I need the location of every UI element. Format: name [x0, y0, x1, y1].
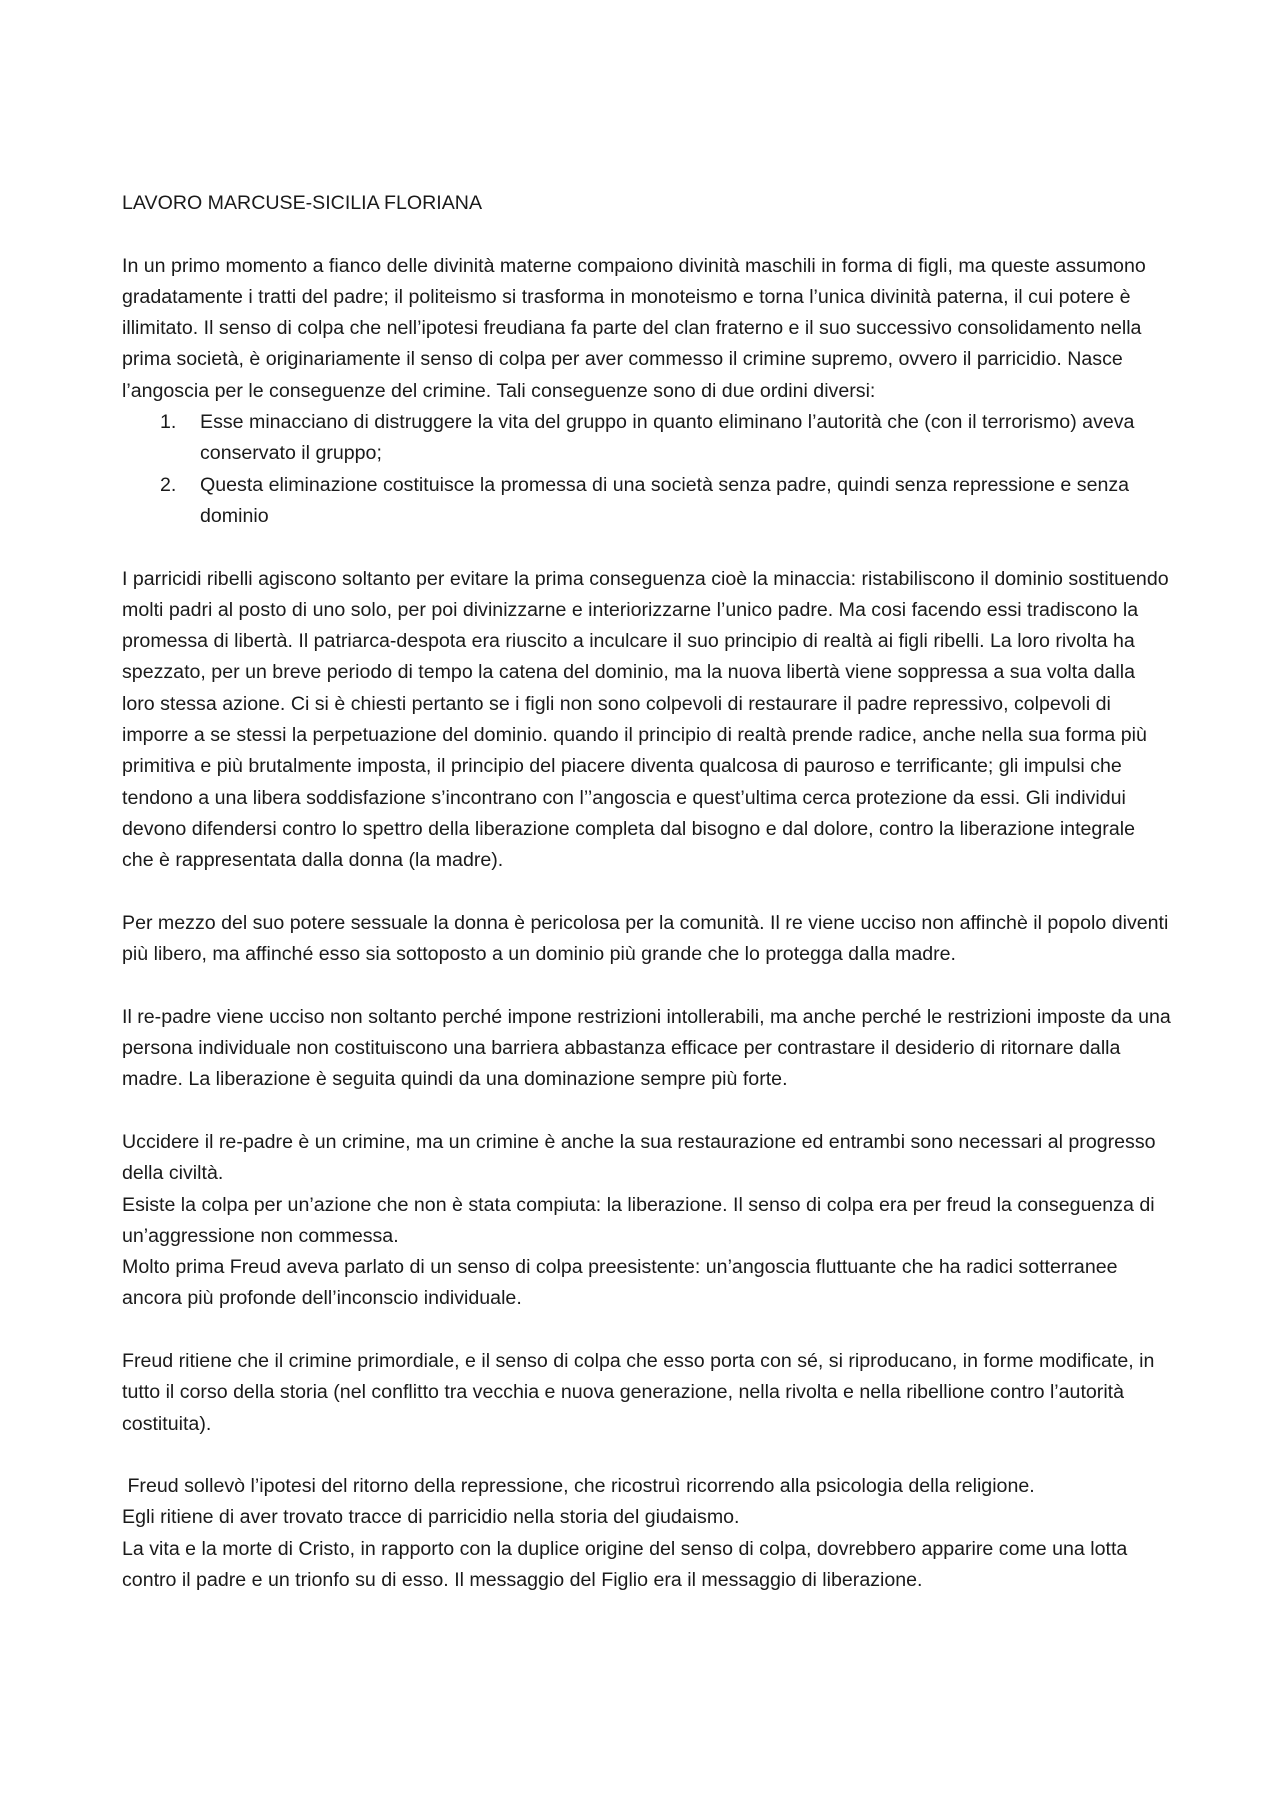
list-item	[122, 407, 1172, 470]
document-body	[122, 188, 1172, 1596]
paragraph-3: Il re-padre viene ucciso non soltanto perché impone restrizioni intollerabili, ma anche perché le restrizioni imposte da una persona individuale non costituiscono una barriera abbastanza efficace per contrastare il desiderio di ritornare dalla madre. La liberazione è seguita quindi da una dominazione sempre più forte.	[122, 1005, 1171, 1091]
paragraph-4b: Esiste la colpa per un’azione che non è stata compiuta: la liberazione. Il senso di colpa era per freud la conseguenza di un’aggressione non commessa.	[122, 1193, 1155, 1247]
paragraph-2: Per mezzo del suo potere sessuale la donna è pericolosa per la comunità. Il re viene ucciso non affinchè il popolo diventi più libero, ma affinché esso sia sottoposto a un dominio più grande che lo protegga dalla madre.	[122, 911, 1169, 966]
numbered-list	[122, 407, 1172, 532]
paragraph-6c: La vita e la morte di Cristo, in rapporto con la duplice origine del senso di colpa, dovrebbero apparire come una lotta contro il padre e un trionfo su di esso. Il messaggio del Figlio era il messaggio di liberazione.	[122, 1537, 1128, 1592]
list-number: 2.	[160, 473, 177, 496]
paragraph-intro: In un primo momento a fianco delle divinità materne compaiono divinità maschili in forma di figli, ma queste assumono gradatamente i tratti del padre; il politeismo si trasforma in monoteismo e torna l’unica divinità paterna, il cui potere è illimitato. Il senso di colpa che nell’ipotesi freudiana fa parte del clan fraterno e il suo successivo consolidamento nella prima società, è originariamente il senso di colpa per aver commesso il crimine supremo, ovvero il parricidio. Nasce l’angoscia per le conseguenze del crimine. Tali conseguenze sono di due ordini diversi:	[122, 254, 1146, 402]
list-item-text: Questa eliminazione costituisce la promessa di una società senza padre, quindi senza repressione e senza dominio	[200, 473, 1130, 527]
list-item-text: Esse minacciano di distruggere la vita del gruppo in quanto eliminano l’autorità che (con il terrorismo) aveva conservato il gruppo;	[200, 411, 1135, 465]
paragraph-4a: Uccidere il re-padre è un crimine, ma un crimine è anche la sua restaurazione ed entrambi sono necessari al progresso della civiltà.	[122, 1130, 1156, 1185]
list-item	[122, 470, 1172, 533]
paragraph-4c: Molto prima Freud aveva parlato di un senso di colpa preesistente: un’angoscia fluttuante che ha radici sotterranee ancora più profonde dell’inconscio individuale.	[122, 1256, 1118, 1310]
paragraph-6a: Freud sollevò l’ipotesi del ritorno della repressione, che ricostruì ricorrendo alla psicologia della religione.	[122, 1475, 1035, 1498]
paragraph-5: Freud ritiene che il crimine primordiale, e il senso di colpa che esso porta con sé, si riproducano, in forme modificate, in tutto il corso della storia (nel conflitto tra vecchia e nuova generazione, nella rivolta e nella ribellione contro l’autorità costituita).	[122, 1349, 1155, 1435]
list-number: 1.	[160, 411, 177, 434]
document-title: LAVORO MARCUSE-SICILIA FLORIANA	[122, 192, 483, 214]
paragraph-6b: Egli ritiene di aver trovato tracce di parricidio nella storia del giudaismo.	[122, 1506, 740, 1529]
paragraph-1: I parricidi ribelli agiscono soltanto per evitare la prima conseguenza cioè la minaccia: ristabiliscono il dominio sostituendo molti padri al posto di uno solo, per poi divinizzarne e interiorizzarne l’unico padre. Ma cosi facendo essi tradiscono la promessa di libertà. Il patriarca-despota era riuscito a inculcare il suo principio di realtà ai figli ribelli. La loro rivolta ha spezzato, per un breve periodo di tempo la catena del dominio, ma la nuova libertà viene soppressa a sua volta dalla loro stessa azione. Ci si è chiesti pertanto se i figli non sono colpevoli di restaurare il padre repressivo, colpevoli di imporre a se stessi la perpetuazione del dominio. quando il principio di realtà prende radice, anche nella sua forma più primitiva e più brutalmente imposta, il principio del piacere diventa qualcosa di pauroso e terrificante; gli impulsi che tendono a una libera soddisfazione s’incontrano con l’’angoscia e quest’ultima cerca protezione da essi. Gli individui devono difendersi contro lo spettro della liberazione completa dal bisogno e dal dolore, contro la liberazione integrale che è rappresentata dalla donna (la madre).	[122, 567, 1169, 872]
